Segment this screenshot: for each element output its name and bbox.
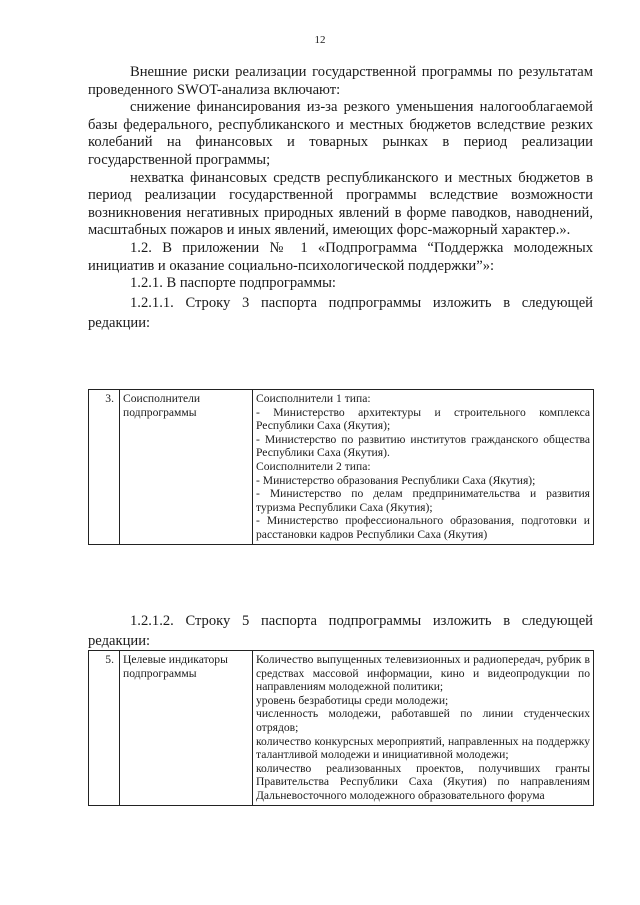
paragraph-row-5: 1.2.1.2. Строку 5 паспорта подпрограммы изложить в следующей редакции: — [88, 612, 593, 649]
table-row — [89, 390, 594, 545]
paragraph-row-3: 1.2.1.1. Строку 3 паспорта подпрограммы изложить в следующей редакции: — [88, 294, 593, 331]
value-line: - Министерство профессионального образования, подготовки и расстановки кадров Республики Саха (Якутия) — [256, 514, 590, 541]
paragraph-funding-shortage: нехватка финансовых средств республиканского и местных бюджетов в период реализации государственной программы вследствие возможности возникновения негативных природных явлений в форме паводков, наводнений, масштабных пожаров и иных явлений, имеющих форс-мажорный характер.». — [88, 169, 593, 239]
value-line: Количество выпущенных телевизионных и радиопередач, рубрик в средствах массовой информации, кино и видеопродукции по направлениям молодежной политики; — [256, 653, 590, 694]
row-name: Целевые индикаторы подпрограммы — [120, 651, 253, 806]
value-line: количество конкурсных мероприятий, направленных на поддержку талантливой молодежи и инициативной молодежи; — [256, 734, 590, 762]
row-number: 3. — [89, 390, 120, 545]
table-row-3 — [88, 389, 594, 545]
row-value — [253, 651, 594, 806]
value-line: Соисполнители 1 типа: — [256, 392, 371, 405]
row-value — [253, 390, 594, 545]
paragraph-funding-cut: снижение финансирования из-за резкого уменьшения налогооблагаемой базы федерального, республиканского и местных бюджетов вследствие резких колебаний на финансовых и товарных рынках в период реализации государственной программы; — [88, 99, 593, 168]
table-row-5 — [88, 650, 594, 806]
paragraph-external-risks: Внешние риски реализации государственной программы по результатам проведенного SWOT-анализа включают: — [88, 64, 593, 98]
row-number: 5. — [89, 651, 120, 806]
paragraph-passport: 1.2.1. В паспорте подпрограммы: — [130, 275, 336, 292]
value-line: численность молодежи, работавшей по линии студенческих отрядов; — [256, 707, 590, 734]
paragraph-appendix-1: 1.2. В приложении № 1 «Подпрограмма “Поддержка молодежных инициатив и оказание социально-психологической поддержки”»: — [88, 239, 593, 274]
row-name: Соисполнители подпрограммы — [120, 390, 253, 545]
table-row — [89, 651, 594, 806]
value-line: - Министерство по развитию институтов гражданского общества Республики Саха (Якутия). — [256, 432, 590, 460]
value-line: - Министерство архитектуры и строительного комплекса Республики Саха (Якутия); — [256, 405, 590, 433]
page-number: 12 — [314, 34, 326, 46]
body-text — [88, 64, 593, 333]
value-line: - Министерство образования Республики Саха (Якутия); — [256, 473, 536, 487]
value-line: количество реализованных проектов, получивших гранты Правительства Республики Саха (Якутия) по направлениям Дальневосточного молодежного образовательного форума — [256, 761, 590, 802]
value-line: Соисполнители 2 типа: — [256, 459, 371, 473]
value-line: уровень безработицы среди молодежи; — [256, 693, 449, 707]
value-line: - Министерство по делам предпринимательства и развития туризма Республики Саха (Якутия); — [256, 487, 590, 514]
